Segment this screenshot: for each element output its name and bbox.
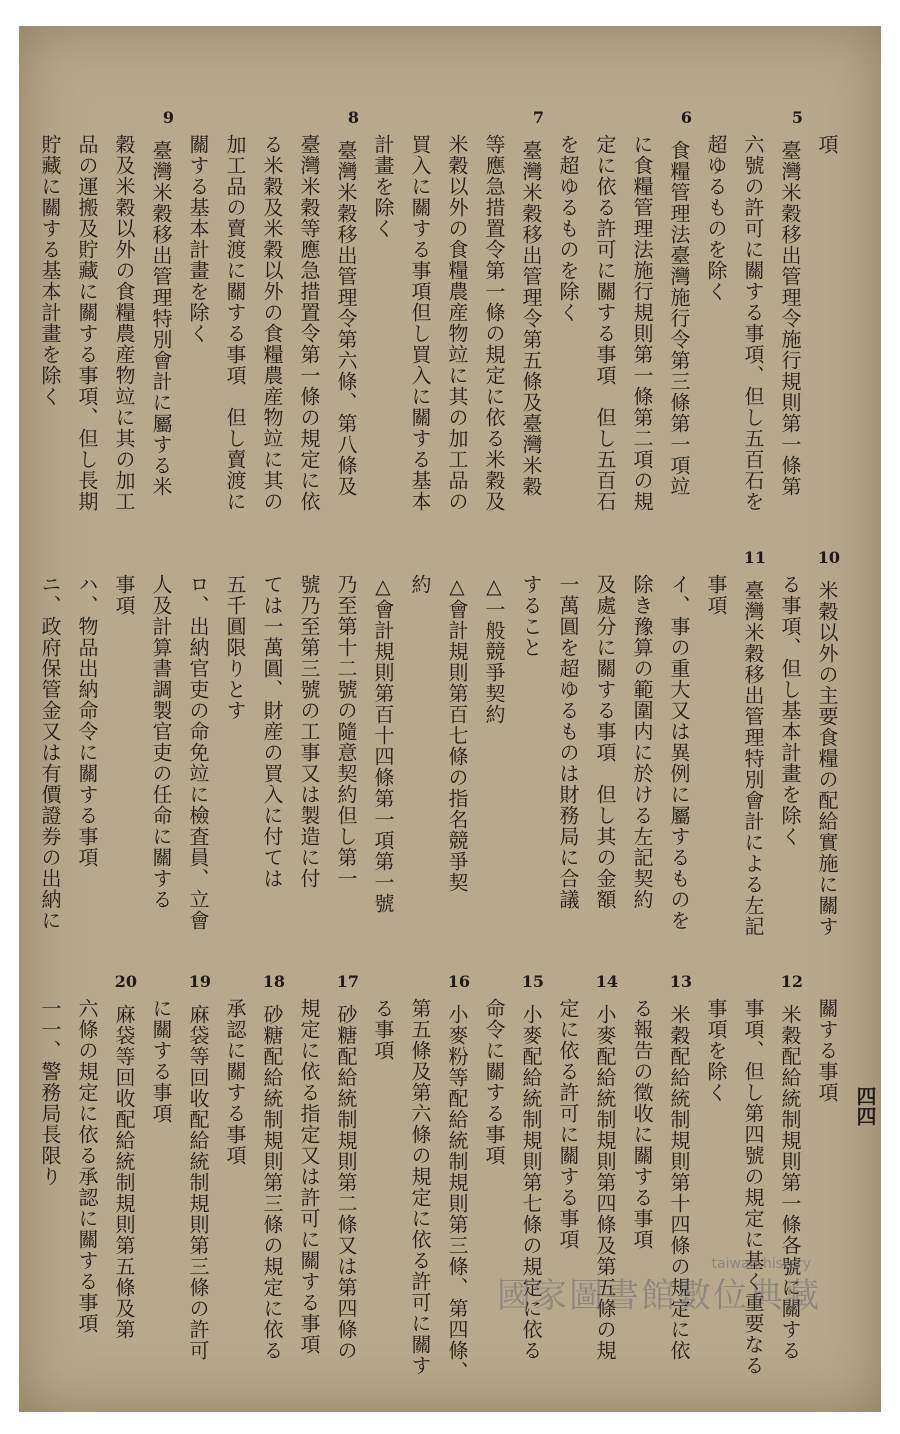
text-column: 貯藏に關する基本計畫を除く xyxy=(38,134,62,407)
item-number: 11 xyxy=(743,548,766,567)
text-column: 超ゆるものを除く xyxy=(704,134,728,302)
text-column: る事項 xyxy=(371,998,395,1061)
item-number: 19 xyxy=(188,972,211,991)
text-column: 人及計算書調製官吏の任命に關する xyxy=(149,574,173,910)
text-column: 穀及米穀以外の食糧農産物竝に其の加工 xyxy=(112,134,136,512)
text-column: 等應急措置令第一條の規定に依る米穀及 xyxy=(482,134,506,512)
text-column: 關する基本計畫を除く xyxy=(186,134,210,344)
text-column: 小麥配給統制規則第七條の規定に依る xyxy=(519,1004,543,1361)
text-column: 砂糖配給統制規則第三條の規定に依る xyxy=(260,1004,284,1361)
text-column: △會計規則第百七條の指名競爭契 xyxy=(445,574,469,893)
item-number: 20 xyxy=(114,972,137,991)
item-number: 16 xyxy=(447,972,470,991)
text-column: 臺灣米穀移出管理特別會計による左記 xyxy=(741,580,765,937)
text-column: 乃至第十二號の隨意契約但し第一 xyxy=(334,574,358,889)
text-column: を超ゆるものを除く xyxy=(556,134,580,323)
document-page xyxy=(19,26,881,1412)
text-column: 關する事項 xyxy=(815,998,839,1103)
page-number: 四四 xyxy=(853,1086,877,1126)
text-column: ハ、物品出納命令に關する事項 xyxy=(75,574,99,868)
text-column: 事項 xyxy=(704,574,728,616)
text-column: 臺灣米穀移出管理特別會計に屬する米 xyxy=(149,140,173,497)
text-column: 麻袋等回收配給統制規則第三條の許可 xyxy=(186,1004,210,1361)
text-column: 項 xyxy=(815,134,839,155)
text-column: る事項、但し基本計畫を除く xyxy=(778,574,802,847)
text-column: に關する事項 xyxy=(149,998,173,1124)
text-column: 約 xyxy=(408,574,432,595)
text-column: ては一萬圓、財産の買入に付ては xyxy=(260,574,284,889)
item-number: 9 xyxy=(162,108,174,127)
text-column: 一一、警務局長限り xyxy=(38,998,62,1187)
item-number: 12 xyxy=(780,972,803,991)
text-column: 食糧管理法臺灣施行令第三條第一項竝 xyxy=(667,140,691,497)
text-column: 承認に關する事項 xyxy=(223,998,247,1166)
item-number: 13 xyxy=(669,972,692,991)
text-column: 麻袋等回收配給統制規則第五條及第 xyxy=(112,1004,136,1340)
text-column: 定に依る許可に關する事項 xyxy=(556,998,580,1250)
watermark: 國家圖書館數位典藏 xyxy=(497,1276,821,1316)
text-column: 事項、但し第四號の規定に基く重要なる xyxy=(741,998,765,1376)
text-column: 一萬圓を超ゆるものは財務局に合議 xyxy=(556,574,580,910)
item-number: 17 xyxy=(336,972,359,991)
text-column: すること xyxy=(519,574,543,658)
item-number: 5 xyxy=(791,108,803,127)
item-number: 14 xyxy=(595,972,618,991)
item-number: 10 xyxy=(817,548,840,567)
text-column: に食糧管理法施行規則第一條第二項の規 xyxy=(630,134,654,512)
text-column: 臺灣米穀移出管理令第六條、第八條及 xyxy=(334,140,358,497)
text-column: 五千圓限りとす xyxy=(223,574,247,721)
text-column: 六號の許可に關する事項、但し五百石を xyxy=(741,134,765,512)
text-column: 事項を除く xyxy=(704,998,728,1103)
text-column: 米穀以外の食糧農産物竝に其の加工品の xyxy=(445,134,469,512)
text-column: 計畫を除く xyxy=(371,134,395,239)
item-number: 18 xyxy=(262,972,285,991)
item-number: 15 xyxy=(521,972,544,991)
text-column: 除き豫算の範圍内に於ける左記契約 xyxy=(630,574,654,910)
text-column: 規定に依る指定又は許可に關する事項 xyxy=(297,998,321,1355)
text-column: 米穀配給統制規則第一條各號に關する xyxy=(778,1004,802,1361)
text-column: 號乃至第三號の工事又は製造に付 xyxy=(297,574,321,889)
text-column: 及處分に關する事項 但し其の金額 xyxy=(593,574,617,910)
text-column: 臺灣米穀移出管理令第五條及臺灣米穀 xyxy=(519,140,543,497)
text-column: ロ、出納官吏の命免竝に檢査員、立會 xyxy=(186,574,210,931)
text-column: 命令に關する事項 xyxy=(482,998,506,1166)
text-column: 小麥粉等配給統制規則第三條、第四條、 xyxy=(445,1004,469,1382)
item-number: 7 xyxy=(532,108,544,127)
text-column: 小麥配給統制規則第四條及第五條の規 xyxy=(593,1004,617,1361)
text-column: △會計規則第百十四條第一項第一號 xyxy=(371,574,395,914)
watermark-subtext: taiwan.history xyxy=(711,1256,811,1272)
text-column: 第五條及第六條の規定に依る許可に關す xyxy=(408,998,432,1376)
text-column: 米穀以外の主要食糧の配給實施に關す xyxy=(815,580,839,937)
text-column: 定に依る許可に關する事項 但し五百石 xyxy=(593,134,617,512)
text-column: る報告の徵收に關する事項 xyxy=(630,998,654,1250)
text-column: 加工品の賣渡に關する事項 但し賣渡に xyxy=(223,134,247,512)
text-column: 事項 xyxy=(112,574,136,616)
text-column: ニ、政府保管金又は有價證券の出納に xyxy=(38,574,62,931)
text-column: イ、事の重大又は異例に屬するものを xyxy=(667,574,691,931)
text-column: 六條の規定に依る承認に關する事項 xyxy=(75,998,99,1334)
text-column: 臺灣米穀等應急措置令第一條の規定に依 xyxy=(297,134,321,512)
item-number: 8 xyxy=(347,108,359,127)
text-column: る米穀及米穀以外の食糧農産物竝に其の xyxy=(260,134,284,512)
text-column: 買入に關する事項但し買入に關する基本 xyxy=(408,134,432,512)
text-column: △一般競爭契約 xyxy=(482,574,506,725)
text-column: 品の運搬及貯藏に關する事項、但し長期 xyxy=(75,134,99,512)
text-column: 臺灣米穀移出管理令施行規則第一條第 xyxy=(778,140,802,497)
item-number: 6 xyxy=(680,108,692,127)
text-column: 砂糖配給統制規則第二條又は第四條の xyxy=(334,1004,358,1361)
text-column: 米穀配給統制規則第十四條の規定に依 xyxy=(667,1004,691,1361)
